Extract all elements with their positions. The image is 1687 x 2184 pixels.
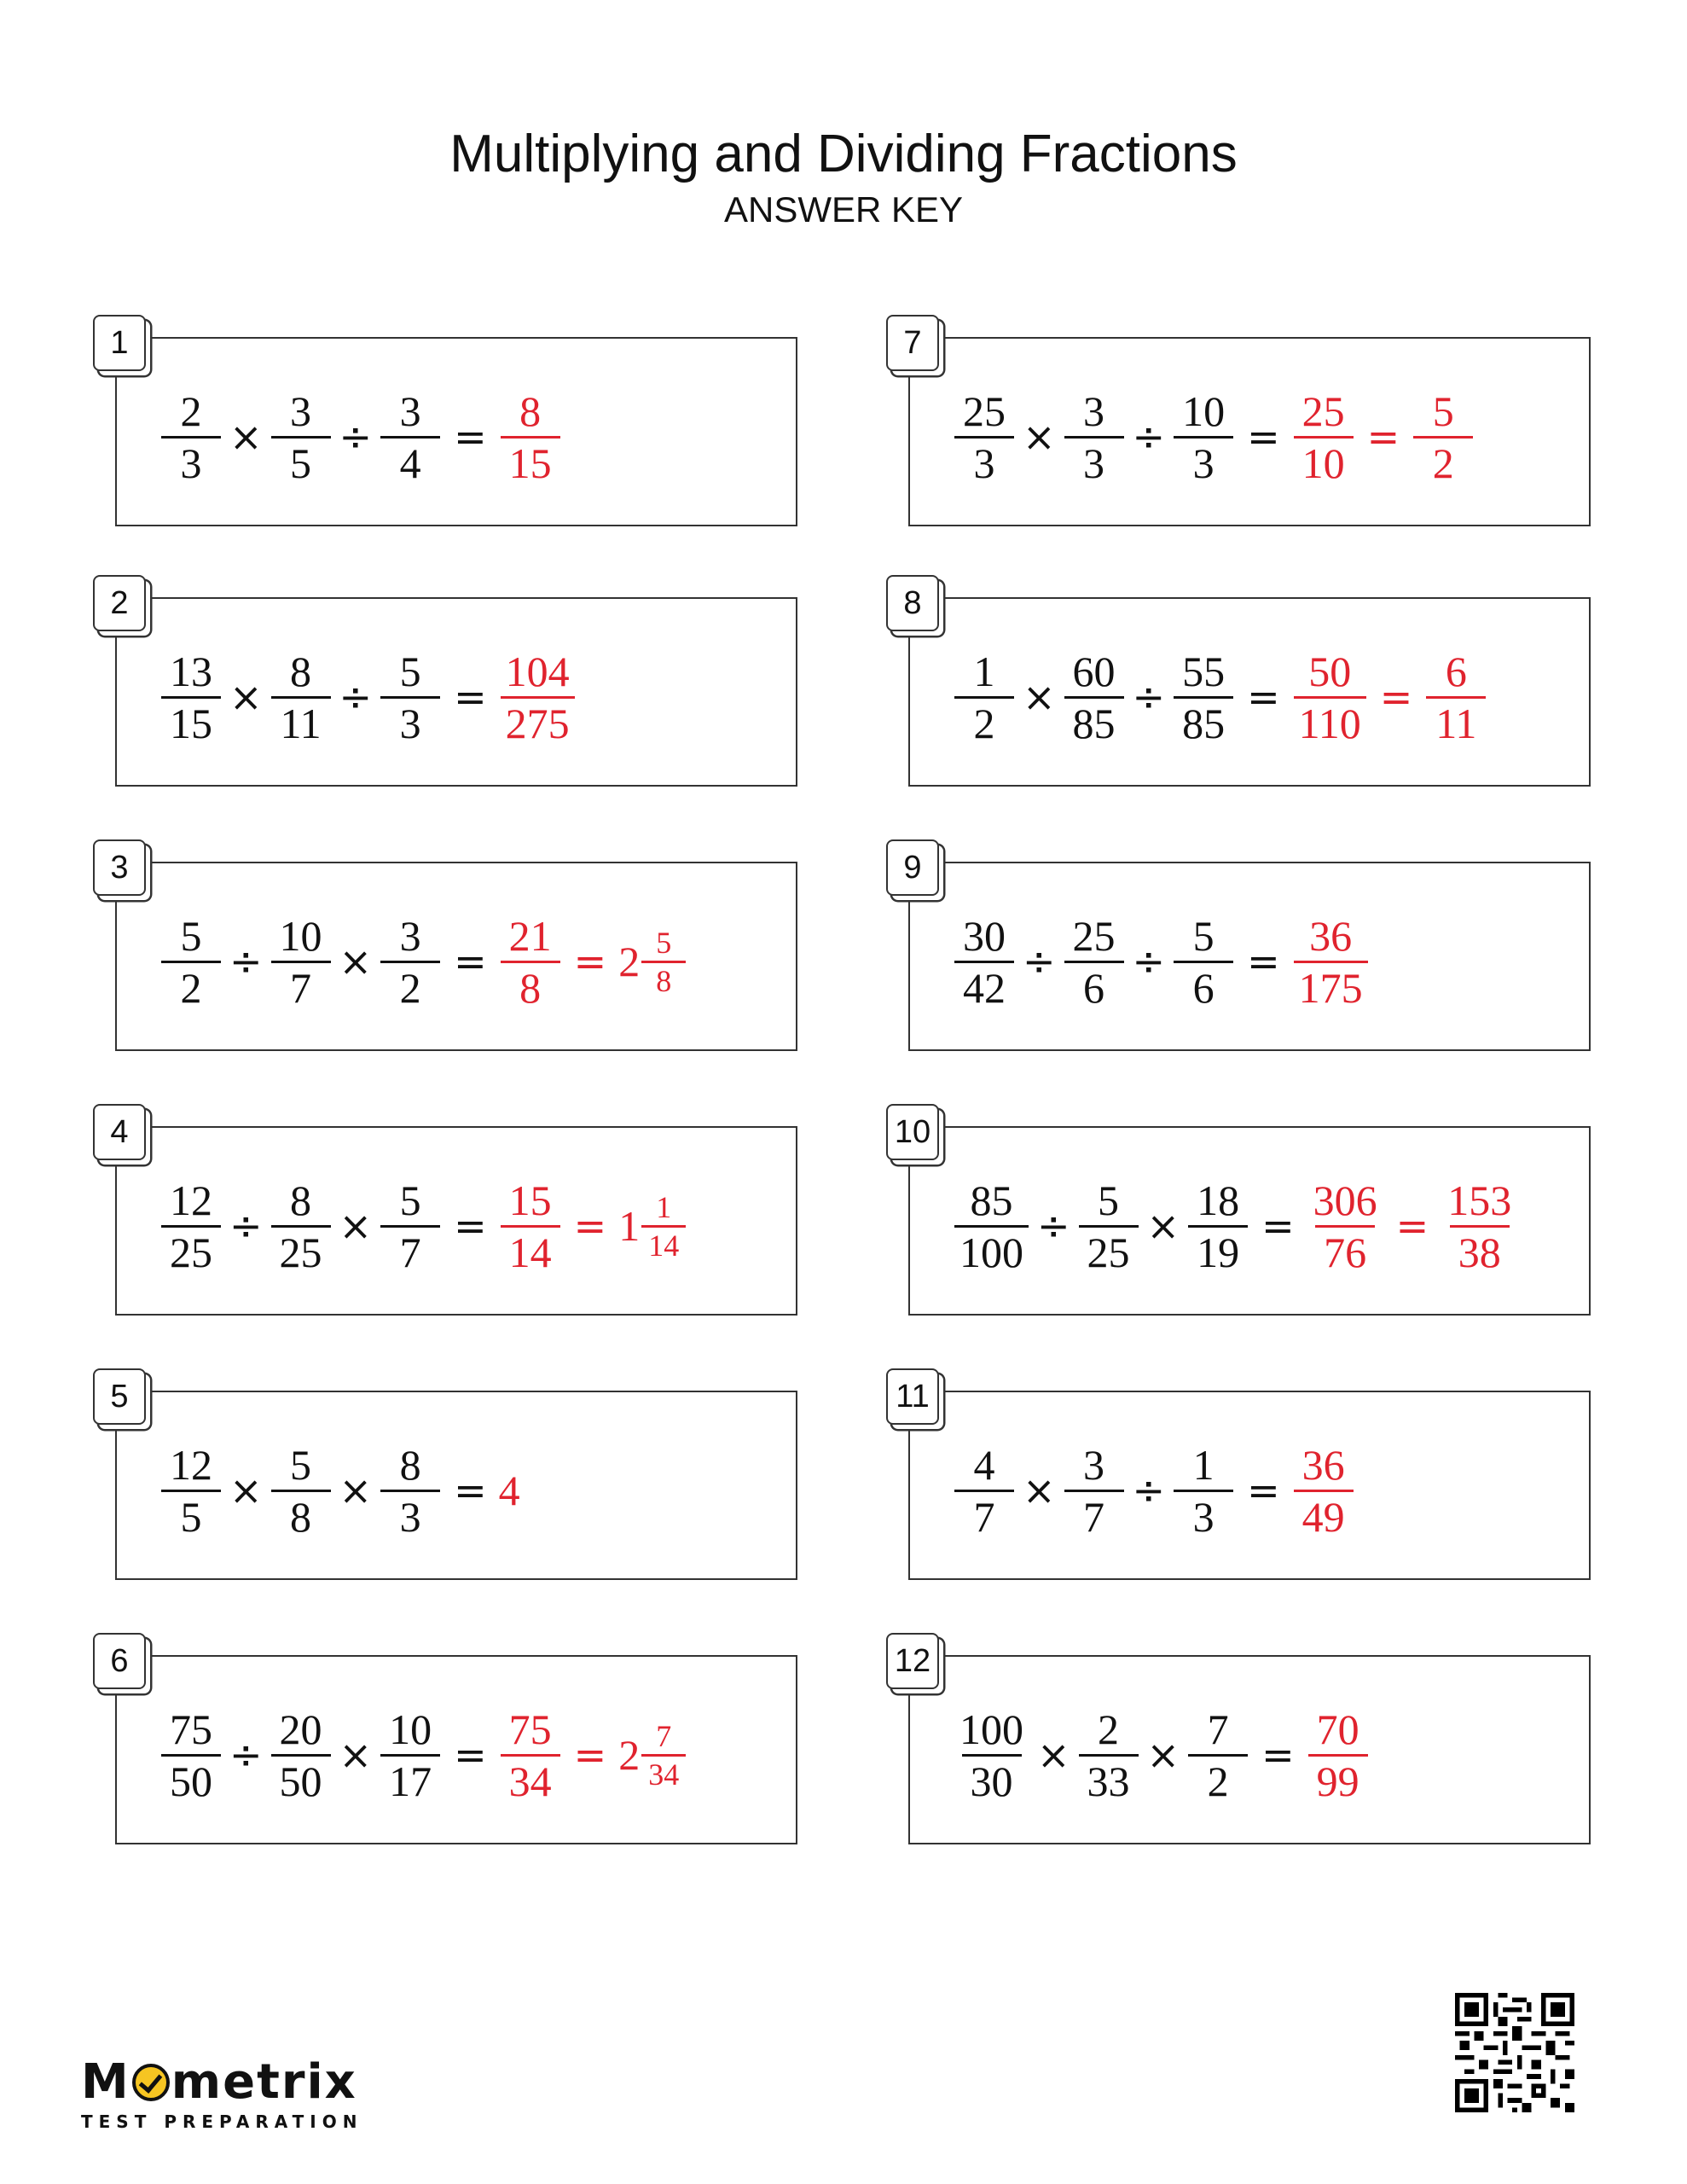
answer-fraction: [1294, 911, 1368, 1013]
numerator: 8: [290, 1176, 312, 1224]
problem-number-badge: 11: [886, 1368, 939, 1425]
numerator: 7: [1207, 1705, 1229, 1753]
expression: [159, 1170, 687, 1281]
multiply-sign: ×: [1146, 1203, 1180, 1249]
numerator: 5: [399, 1176, 421, 1224]
denominator: 10: [1294, 436, 1354, 488]
answer-value: 4: [498, 1467, 520, 1514]
fraction: [1174, 386, 1233, 488]
problem-number-badge: 6: [93, 1633, 146, 1689]
answer-fraction: [1308, 1705, 1368, 1806]
fraction: [161, 386, 221, 488]
equals-sign: =: [1247, 414, 1280, 460]
answer-fraction: [1294, 386, 1354, 488]
equals-sign: =: [1261, 1732, 1295, 1778]
denominator: 50: [271, 1754, 331, 1806]
page-subtitle: ANSWER KEY: [723, 189, 964, 229]
fraction: [1079, 1176, 1139, 1277]
qr-code-icon: [1455, 1993, 1574, 2112]
answer-fraction: [501, 647, 575, 748]
equals-sign: =: [573, 938, 607, 985]
fraction: [380, 386, 440, 488]
mixed-number-whole: 2: [618, 938, 641, 985]
denominator: 15: [501, 436, 560, 488]
answer-fraction: [1294, 1440, 1354, 1542]
problem-number-badge: 10: [886, 1104, 939, 1160]
equals-sign: =: [1261, 1203, 1295, 1249]
numerator: 2: [1098, 1705, 1120, 1753]
divide-sign: ÷: [1023, 938, 1056, 985]
denominator: 2: [161, 961, 221, 1013]
numerator: 25: [1072, 911, 1116, 960]
expression: [159, 1435, 520, 1546]
problem-number-badge: 9: [886, 839, 939, 896]
fraction: [954, 647, 1014, 748]
multiply-sign: ×: [339, 1732, 373, 1778]
denominator: 14: [641, 1225, 686, 1263]
equals-sign: =: [573, 1203, 607, 1249]
expression: [159, 1699, 687, 1810]
numerator: 4: [973, 1440, 995, 1489]
divide-sign: ÷: [1132, 414, 1166, 460]
problem-box: [896, 1378, 1591, 1580]
denominator: 3: [1064, 436, 1124, 488]
denominator: 3: [1174, 1490, 1233, 1542]
denominator: 34: [501, 1754, 560, 1806]
numerator: 153: [1447, 1176, 1512, 1224]
fraction: [380, 1176, 440, 1277]
numerator: 8: [399, 1440, 421, 1489]
problem-number-badge: 12: [886, 1633, 939, 1689]
fraction: [1188, 1705, 1248, 1806]
denominator: 8: [641, 961, 686, 999]
problem-box: [110, 1378, 797, 1580]
fraction: [1064, 647, 1124, 748]
fraction: [161, 647, 221, 748]
divide-sign: ÷: [229, 1203, 263, 1249]
numerator: 3: [399, 911, 421, 960]
expression: [159, 381, 562, 492]
multiply-sign: ×: [339, 1203, 373, 1249]
numerator: 12: [170, 1440, 212, 1489]
denominator: 25: [271, 1225, 331, 1277]
answer-fraction: [1308, 1176, 1383, 1277]
fraction: [1174, 647, 1233, 748]
multiply-sign: ×: [229, 674, 263, 720]
denominator: 34: [641, 1754, 686, 1792]
problem-number-badge: 8: [886, 575, 939, 631]
fraction: [271, 1440, 331, 1542]
numerator: 18: [1197, 1176, 1240, 1224]
answer-fraction: [501, 911, 560, 1013]
logo-tagline: TEST PREPARATION: [81, 2111, 363, 2132]
expression: [953, 1170, 1518, 1281]
problem-box: [110, 584, 797, 787]
denominator: 99: [1308, 1754, 1368, 1806]
denominator: 7: [954, 1490, 1014, 1542]
equals-sign: =: [454, 1203, 487, 1249]
denominator: 100: [954, 1225, 1029, 1277]
denominator: 3: [380, 696, 440, 748]
numerator: 3: [290, 386, 312, 435]
mixed-number-fraction: [641, 1189, 686, 1263]
problem-box: [903, 584, 1591, 787]
equals-sign: =: [1247, 674, 1280, 720]
denominator: 76: [1315, 1225, 1375, 1277]
equals-sign: =: [454, 1732, 487, 1778]
multiply-sign: ×: [1037, 1732, 1070, 1778]
denominator: 30: [962, 1754, 1022, 1806]
denominator: 2: [1188, 1754, 1248, 1806]
numerator: 85: [970, 1176, 1013, 1224]
denominator: 3: [1174, 436, 1233, 488]
numerator: 100: [959, 1705, 1023, 1753]
denominator: 5: [161, 1490, 221, 1542]
denominator: 7: [271, 961, 331, 1013]
denominator: 2: [954, 696, 1014, 748]
answer-fraction: [1426, 647, 1486, 748]
numerator: 60: [1072, 647, 1116, 695]
fraction: [271, 1176, 331, 1277]
fraction: [1064, 1440, 1124, 1542]
problem-number-badge: 2: [93, 575, 146, 631]
problem-box: [110, 1642, 797, 1844]
denominator: 15: [161, 696, 221, 748]
fraction: [271, 647, 331, 748]
mixed-number-whole: 2: [618, 1731, 641, 1779]
expression: [953, 381, 1475, 492]
fraction: [161, 1176, 221, 1277]
problem-box: [894, 1642, 1591, 1844]
expression: [953, 1435, 1355, 1546]
denominator: 85: [1174, 696, 1233, 748]
divide-sign: ÷: [1132, 1467, 1166, 1513]
answer-fraction: [501, 1705, 560, 1806]
multiply-sign: ×: [339, 938, 373, 985]
denominator: 38: [1450, 1225, 1510, 1277]
denominator: 49: [1294, 1490, 1354, 1542]
numerator: 3: [1083, 1440, 1105, 1489]
mixed-number-whole: 1: [618, 1202, 641, 1250]
denominator: 7: [1064, 1490, 1124, 1542]
numerator: 1: [656, 1189, 672, 1224]
multiply-sign: ×: [1023, 1467, 1056, 1513]
denominator: 3: [161, 436, 221, 488]
fraction: [161, 1440, 221, 1542]
logo-text-rest: metrix: [171, 2054, 357, 2110]
equals-sign: =: [1395, 1203, 1429, 1249]
numerator: 25: [1301, 386, 1345, 435]
denominator: 11: [271, 696, 331, 748]
numerator: 13: [170, 647, 212, 695]
check-icon: [132, 2064, 170, 2101]
denominator: 17: [380, 1754, 440, 1806]
answer-fraction: [1413, 386, 1473, 488]
numerator: 7: [656, 1718, 672, 1753]
numerator: 10: [389, 1705, 432, 1753]
denominator: 275: [501, 696, 575, 748]
fraction: [954, 1440, 1014, 1542]
divide-sign: ÷: [339, 674, 373, 720]
fraction: [161, 911, 221, 1013]
denominator: 19: [1188, 1225, 1248, 1277]
denominator: 2: [1413, 436, 1473, 488]
fraction: [1174, 1440, 1233, 1542]
numerator: 5: [180, 911, 202, 960]
denominator: 2: [380, 961, 440, 1013]
numerator: 75: [508, 1705, 552, 1753]
numerator: 5: [1098, 1176, 1120, 1224]
numerator: 8: [290, 647, 312, 695]
answer-fraction: [1294, 647, 1366, 748]
expression: [953, 1699, 1370, 1810]
denominator: 8: [271, 1490, 331, 1542]
mometrix-logo: [81, 2054, 363, 2132]
equals-sign: =: [1379, 674, 1413, 720]
equals-sign: =: [454, 674, 487, 720]
page-title: Multiplying and Dividing Fractions: [449, 125, 1238, 183]
denominator: 110: [1294, 696, 1366, 748]
fraction: [380, 911, 440, 1013]
divide-sign: ÷: [1132, 938, 1166, 985]
fraction: [954, 1705, 1029, 1806]
numerator: 104: [505, 647, 570, 695]
numerator: 55: [1182, 647, 1226, 695]
numerator: 2: [180, 386, 202, 435]
equals-sign: =: [1366, 414, 1400, 460]
problem-box: [903, 324, 1591, 526]
fraction: [161, 1705, 221, 1806]
numerator: 5: [656, 925, 672, 960]
problem-box: [110, 324, 797, 526]
numerator: 25: [963, 386, 1006, 435]
divide-sign: ÷: [339, 414, 373, 460]
numerator: 20: [279, 1705, 322, 1753]
numerator: 1: [973, 647, 995, 695]
numerator: 6: [1445, 647, 1467, 695]
fraction: [954, 386, 1014, 488]
fraction: [1064, 386, 1124, 488]
problem-number-badge: 7: [886, 315, 939, 371]
numerator: 15: [508, 1176, 552, 1224]
multiply-sign: ×: [1023, 414, 1056, 460]
multiply-sign: ×: [1146, 1732, 1180, 1778]
denominator: 25: [1079, 1225, 1139, 1277]
equals-sign: =: [454, 938, 487, 985]
logo-text-m: M: [81, 2054, 130, 2110]
mixed-number-fraction: [641, 1718, 686, 1792]
denominator: 6: [1064, 961, 1124, 1013]
mixed-number-fraction: [641, 925, 686, 999]
numerator: 36: [1309, 911, 1353, 960]
denominator: 8: [501, 961, 560, 1013]
fraction: [380, 1705, 440, 1806]
denominator: 4: [380, 436, 440, 488]
denominator: 7: [380, 1225, 440, 1277]
equals-sign: =: [1247, 938, 1280, 985]
answer-fraction: [1442, 1176, 1516, 1277]
divide-sign: ÷: [229, 938, 263, 985]
denominator: 11: [1426, 696, 1486, 748]
multiply-sign: ×: [339, 1467, 373, 1513]
expression: [159, 906, 687, 1017]
numerator: 5: [399, 647, 421, 695]
numerator: 70: [1316, 1705, 1359, 1753]
problem-number-badge: 5: [93, 1368, 146, 1425]
numerator: 5: [290, 1440, 312, 1489]
denominator: 42: [954, 961, 1014, 1013]
multiply-sign: ×: [1023, 674, 1056, 720]
denominator: 25: [161, 1225, 221, 1277]
fraction: [1064, 911, 1124, 1013]
divide-sign: ÷: [229, 1732, 263, 1778]
fraction: [271, 911, 331, 1013]
problem-box: [110, 1113, 797, 1316]
fraction: [271, 1705, 331, 1806]
divide-sign: ÷: [1132, 674, 1166, 720]
problem-number-badge: 1: [93, 315, 146, 371]
fraction: [1174, 911, 1233, 1013]
fraction: [271, 386, 331, 488]
problem-number-badge: 4: [93, 1104, 146, 1160]
equals-sign: =: [573, 1732, 607, 1778]
numerator: 5: [1192, 911, 1215, 960]
expression: [953, 642, 1487, 752]
denominator: 3: [954, 436, 1014, 488]
answer-fraction: [501, 386, 560, 488]
fraction: [1188, 1176, 1248, 1277]
numerator: 8: [519, 386, 542, 435]
problem-number-badge: 3: [93, 839, 146, 896]
multiply-sign: ×: [229, 1467, 263, 1513]
equals-sign: =: [454, 414, 487, 460]
divide-sign: ÷: [1037, 1203, 1070, 1249]
problem-box: [894, 1113, 1591, 1316]
equals-sign: =: [454, 1467, 487, 1513]
numerator: 1: [1192, 1440, 1215, 1489]
denominator: 5: [271, 436, 331, 488]
numerator: 30: [963, 911, 1006, 960]
fraction: [954, 1176, 1029, 1277]
multiply-sign: ×: [229, 414, 263, 460]
fraction: [954, 911, 1014, 1013]
numerator: 3: [1083, 386, 1105, 435]
fraction: [380, 1440, 440, 1542]
answer-fraction: [501, 1176, 560, 1277]
denominator: 3: [380, 1490, 440, 1542]
numerator: 10: [1182, 386, 1226, 435]
denominator: 50: [161, 1754, 221, 1806]
problem-box: [110, 849, 797, 1051]
equals-sign: =: [1247, 1467, 1280, 1513]
numerator: 10: [279, 911, 322, 960]
denominator: 6: [1174, 961, 1233, 1013]
numerator: 21: [508, 911, 552, 960]
expression: [953, 906, 1370, 1017]
problem-box: [903, 849, 1591, 1051]
numerator: 3: [399, 386, 421, 435]
numerator: 50: [1308, 647, 1352, 695]
numerator: 36: [1301, 1440, 1345, 1489]
denominator: 14: [501, 1225, 560, 1277]
numerator: 306: [1313, 1176, 1377, 1224]
numerator: 75: [170, 1705, 212, 1753]
fraction: [1079, 1705, 1139, 1806]
denominator: 33: [1079, 1754, 1139, 1806]
denominator: 175: [1294, 961, 1368, 1013]
denominator: 85: [1064, 696, 1124, 748]
numerator: 12: [170, 1176, 212, 1224]
fraction: [380, 647, 440, 748]
expression: [159, 642, 577, 752]
numerator: 5: [1432, 386, 1454, 435]
